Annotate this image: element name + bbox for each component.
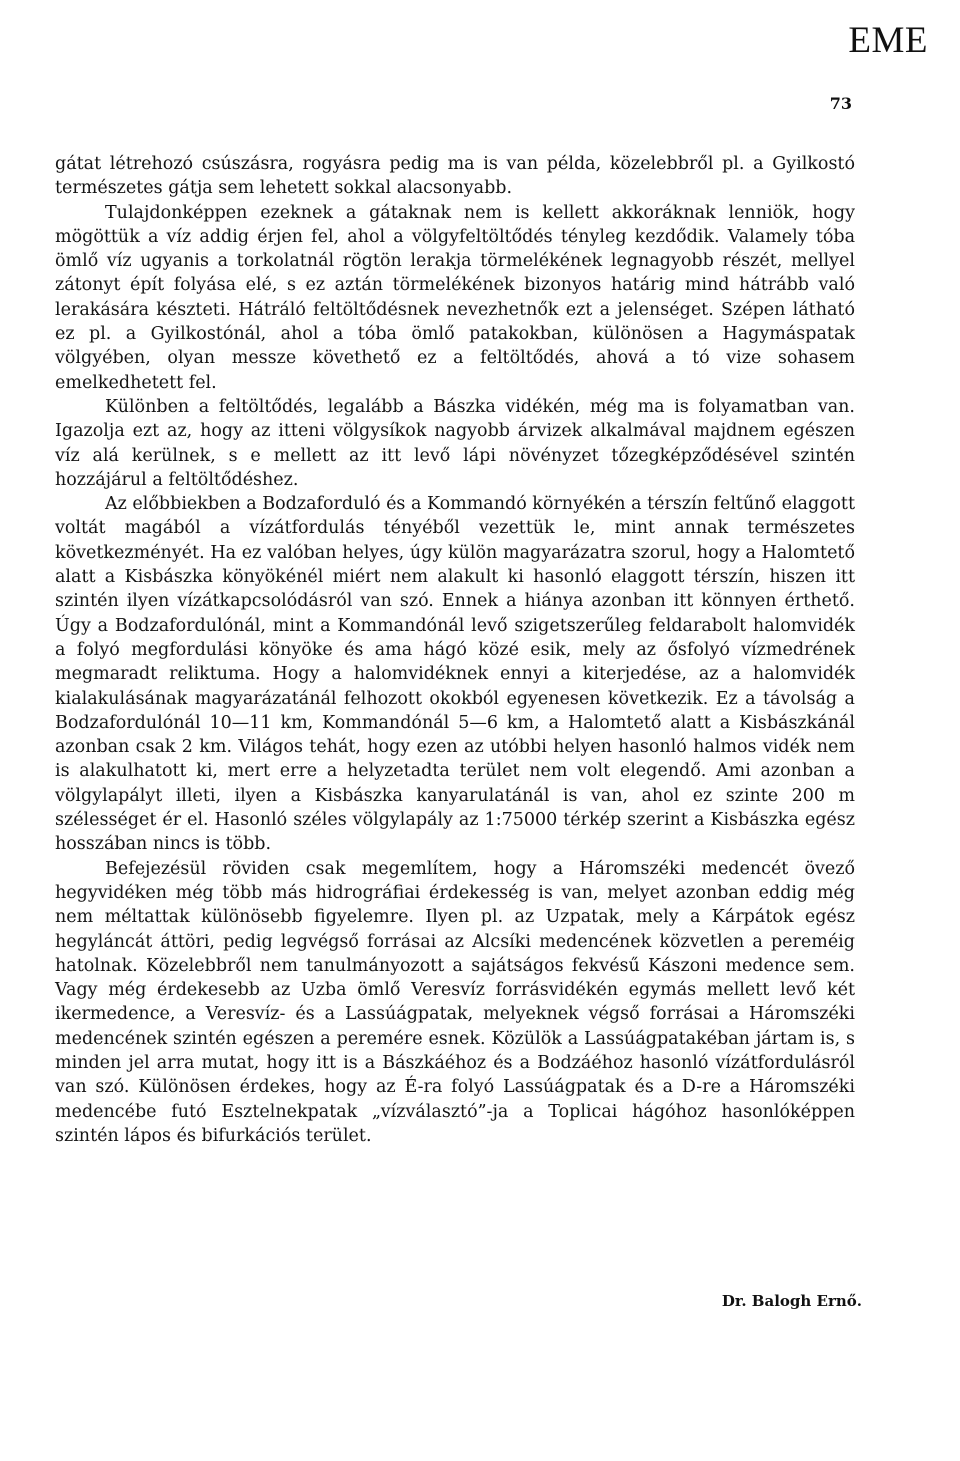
logo (848, 22, 928, 59)
author-signature: Dr. Balogh Ernő. (721, 1292, 862, 1310)
paragraph-4: Az előbbiekben a Bodzaforduló és a Kommandó környékén a térszín feltűnő elaggott voltát magából a vízátfordulás tényéből vezettük le, mint annak természetes következményét. Ha ez valóban helyes, úgy külön magyarázatra szorul, hogy a Halomtető alatt a Kisbászka könyökénél miért nem alakult ki hasonló elaggott térszín, hiszen itt szintén ilyen vízátkapcsolódásról van szó. Ennek a hiánya azonban itt könnyen érthető. Úgy a Bodzafordulónál, mint a Kommandónál levő szigetszerűleg feldarabolt halomvidék a folyó megfordulási könyöke és ama hágó közé esik, mely az ősfolyó vízmedrének megmaradt reliktuma. Hogy a halomvidéknek ennyi a kiterjedése, az a halomvidék kialakulásának magyarázatánál felhozott okokból egyenesen következik. Ez a távolság a Bodzafordulónál 10—11 km, Kommandónál 5—6 km, a Halomtető alatt a Kisbászkánál azonban csak 2 km. Világos tehát, hogy ezen az utóbbi helyen hasonló halmos vidék nem is alakulhatott ki, mert erre a helyzetadta terület nem volt elegendő. Ami azonban a völgylapályt illeti, ilyen a Kisbászka kanyarulatánál is van, ahol ez szinte 200 m szélességet ér el. Hasonló széles völgylapály az 1:75000 térkép szerint a Kisbászka egész hosszában nincs is több. (55, 494, 855, 855)
page-number: 73 (829, 94, 852, 113)
paragraph-3: Különben a feltöltődés, legalább a Bászka vidékén, még ma is folyamatban van. Igazolja ezt az, hogy az itteni völgysíkok nagyobb árvizek alkalmával majdnem egészen víz alá kerülnek, s e mellett az itt levő lápi növényzet tőzegképződésével szintén hozzájárul a feltöltődéshez. (55, 396, 855, 490)
logo-text: EME (848, 20, 928, 61)
paragraph-1: gátat létrehozó csúszásra, rogyásra pedig ma is van példa, közelebbről pl. a Gyilkostó természetes gátja sem lehetett sokkal alacsonyabb. (55, 154, 855, 199)
paragraph-5: Befejezésül röviden csak megemlítem, hogy a Háromszéki medencét övező hegyvidéken még több más hidrográfiai érdekesség is van, melyet azonban eddig még nem méltattak különösebb figyelemre. Ilyen pl. az Uzpatak, mely a Kárpátok egész hegyláncát áttöri, pedig legvégső forrásai az Alcsíki medencének közvetlen a pereméig hatolnak. Közelebbről nem tanulmányozott a sajátságos fekvésű Kászoni medence sem. Vagy még érdekesebb az Uzba ömlő Veresvíz forrásvidékén egymás mellett levő két ikermedence, a Veresvíz- és a Lassúágpatak, melyeknek végső forrásai a Háromszéki medencének szintén egészen a peremére esnek. Közülök a Lassúágpatakéban jártam is, s minden jel arra mutat, hogy itt is a Bászkáéhoz és a Bodzáéhoz hasonló vízátfordulásról van szó. Különösen érdekes, hogy az É-ra folyó Lassúágpatak és a D-re a Háromszéki medencébe futó Esztelnekpatak „vízválasztó”-ja a Toplicai hágóhoz hasonlóképpen szintén lápos és bifurkációs terület. (55, 858, 855, 1146)
paragraph-2: Tulajdonképpen ezeknek a gátaknak nem is kellett akkoráknak lenniök, hogy mögöttük a víz addig érjen fel, ahol a völgyfeltöltődés tényleg kezdődik. Valamely tóba ömlő víz ugyanis a torkolatnál rögtön lerakja törmelékének legnagyobb részét, mellyel zátonyt épít folyása elé, s ez aztán törmelékének bizonyos határig mind hátrább való lerakására készteti. Hátráló feltöltődésnek nevezhetnők ezt a jelenséget. Szépen látható ez pl. a Gyilkostónál, ahol a tóba ömlő patakokban, különösen a Hagymáspatak völgyében, olyan messze követhető ez a feltöltődés, ahová a tó vize sohasem emelkedhetett fel. (55, 202, 855, 393)
article-body (55, 152, 855, 1148)
